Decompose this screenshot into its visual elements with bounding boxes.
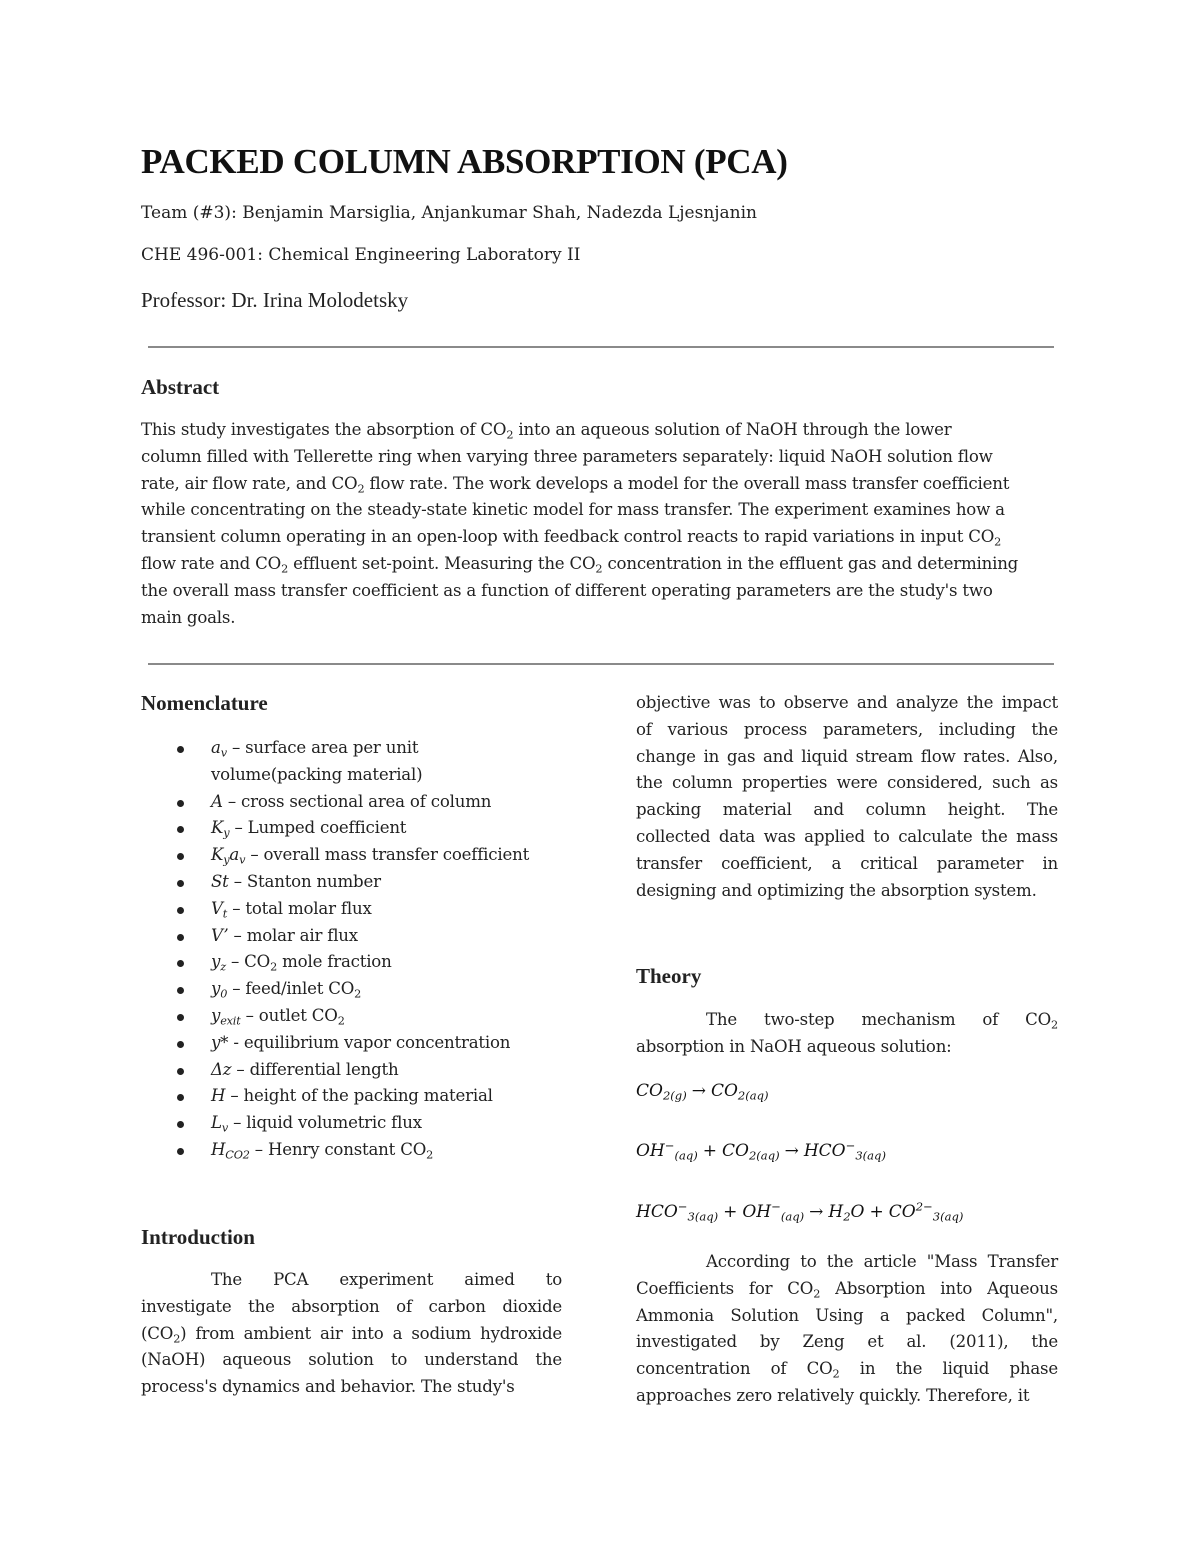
nomenclature-item: y* - equilibrium vapor concentration <box>141 1030 571 1057</box>
header-divider <box>148 346 1054 348</box>
abstract-line: the overall mass transfer coefficient as a function of different operating parameters are the study's two <box>141 580 993 600</box>
abstract-line: while concentrating on the steady-state kinetic model for mass transfer. The experiment examines how a <box>141 500 1005 520</box>
bullet-icon <box>177 987 184 994</box>
bullet-icon <box>177 826 184 833</box>
abstract-line: main goals. <box>141 607 236 627</box>
bullet-icon <box>177 907 184 914</box>
introduction-line: objective was to observe and analyze the impact <box>636 693 1058 712</box>
course-line: CHE 496-001: Chemical Engineering Laboratory II <box>141 245 581 265</box>
theory-heading: Theory <box>636 964 702 988</box>
abstract-heading: Abstract <box>141 375 220 399</box>
theory-line: approaches zero relatively quickly. Therefore, it <box>636 1385 1030 1405</box>
nomenclature-item: A – cross sectional area of column <box>141 789 571 816</box>
nomenclature-item: $y_{exit}$ – outlet $CO_2$ <box>141 1003 571 1030</box>
introduction-text <box>141 1267 562 1401</box>
theory-line: absorption in NaOH aqueous solution: <box>636 1036 952 1056</box>
team-line: Team (#3): Benjamin Marsiglia, Anjankumar Shah, Nadezda Ljesnjanin <box>141 203 758 223</box>
introduction-line: process's dynamics and behavior. The study's <box>141 1377 515 1397</box>
introduction-line: transfer coefficient, a critical parameter in <box>636 853 1058 873</box>
abstract-divider <box>148 663 1054 665</box>
nomenclature-item: $L_v$ – liquid volumetric flux <box>141 1110 571 1137</box>
nomenclature-list <box>141 735 571 1164</box>
theory-line: concentration of $CO_2$ in the liquid phase <box>636 1359 1058 1381</box>
nomenclature-item: volume(packing material) <box>211 764 423 784</box>
nomenclature-item: $K_y$ – Lumped coefficient <box>141 815 571 842</box>
introduction-line: the column properties were considered, such as <box>636 773 1058 793</box>
theory-line: investigated by Zeng et al. (2011), the <box>636 1332 1058 1352</box>
bullet-icon <box>177 1094 184 1101</box>
nomenclature-item: $y_0$ – feed/inlet $CO_2$ <box>141 976 571 1003</box>
introduction-line: investigate the absorption of carbon dioxide <box>141 1296 562 1316</box>
equation-1: $CO_{2(g)} \to CO_{2(aq)}$ <box>636 1081 769 1103</box>
equation-3: $HCO^-_{3(aq)} + OH^-_{(aq)} \to H_2O + CO^{2-}_{3(aq)}$ <box>636 1199 964 1224</box>
abstract-line: rate, air flow rate, and $CO_2$ flow rate. The work develops a model for the overall mass transfer coefficient <box>141 473 1010 495</box>
nomenclature-item: $K_ya_v$ – overall mass transfer coefficient <box>141 842 571 869</box>
abstract-line: flow rate and $CO_2$ effluent set-point. Measuring the $CO_2$ concentration in the effluent gas and determining <box>141 553 1019 576</box>
bullet-icon <box>177 880 184 887</box>
theory-line: Coefficients for $CO_2$ Absorption into Aqueous <box>636 1278 1058 1301</box>
nomenclature-item: $H_{CO2}$ – Henry constant $CO_2$ <box>141 1137 571 1164</box>
introduction-line: packing material and column height. The <box>636 800 1058 820</box>
bullet-icon <box>177 746 184 753</box>
nomenclature-item: $a_v$ – surface area per unit <box>141 735 571 762</box>
introduction-heading: Introduction <box>141 1225 255 1249</box>
introduction-line: designing and optimizing the absorption system. <box>636 880 1037 900</box>
page-title: PACKED COLUMN ABSORPTION (PCA) <box>141 142 788 181</box>
nomenclature-item: $V_t$ – total molar flux <box>141 896 571 923</box>
introduction-line: change in gas and liquid stream flow rates. Also, <box>636 746 1058 766</box>
abstract-text <box>141 417 1061 631</box>
theory-line: Ammonia Solution Using a packed Column", <box>636 1305 1058 1325</box>
nomenclature-item: St – Stanton number <box>141 869 571 896</box>
theory-article-text <box>636 1249 1058 1410</box>
bullet-icon <box>177 960 184 967</box>
theory-line: According to the article "Mass Transfer <box>706 1252 1058 1271</box>
nomenclature-heading: Nomenclature <box>141 691 268 715</box>
nomenclature-item: H – height of the packing material <box>141 1083 571 1110</box>
abstract-line: transient column operating in an open-loop with feedback control reacts to rapid variations in input $CO_2$ <box>141 527 1002 549</box>
bullet-icon <box>177 800 184 807</box>
theory-line: The two-step mechanism of $CO_2$ <box>706 1010 1058 1032</box>
bullet-icon <box>177 1121 184 1128</box>
nomenclature-item: $y_z - CO_2$ mole fraction <box>141 949 571 976</box>
introduction-continued-text <box>636 690 1058 904</box>
introduction-line: of various process parameters, including the <box>636 719 1058 739</box>
bullet-icon <box>177 1068 184 1075</box>
bullet-icon <box>177 1014 184 1021</box>
nomenclature-item: V’ – molar air flux <box>141 923 571 950</box>
bullet-icon <box>177 853 184 860</box>
bullet-icon <box>177 1041 184 1048</box>
equation-2: $OH^-_{(aq)} + CO_{2(aq)} \to HCO^-_{3(aq)}$ <box>636 1138 886 1163</box>
introduction-line: collected data was applied to calculate the mass <box>636 826 1058 846</box>
bullet-icon <box>177 934 184 941</box>
bullet-icon <box>177 1148 184 1155</box>
nomenclature-item: Δz – differential length <box>141 1057 571 1084</box>
professor-line: Professor: Dr. Irina Molodetsky <box>141 288 409 312</box>
introduction-line: $(CO_2)$ from ambient air into a sodium hydroxide <box>141 1323 562 1345</box>
theory-text <box>636 1007 1058 1061</box>
introduction-line: (NaOH) aqueous solution to understand the <box>141 1350 562 1370</box>
abstract-line: column filled with Tellerette ring when varying three parameters separately: liquid NaOH solution flow <box>141 446 993 466</box>
abstract-line: This study investigates the absorption of $CO_2$ into an aqueous solution of NaOH through the lower <box>141 420 952 442</box>
introduction-line: The PCA experiment aimed to <box>211 1270 562 1289</box>
